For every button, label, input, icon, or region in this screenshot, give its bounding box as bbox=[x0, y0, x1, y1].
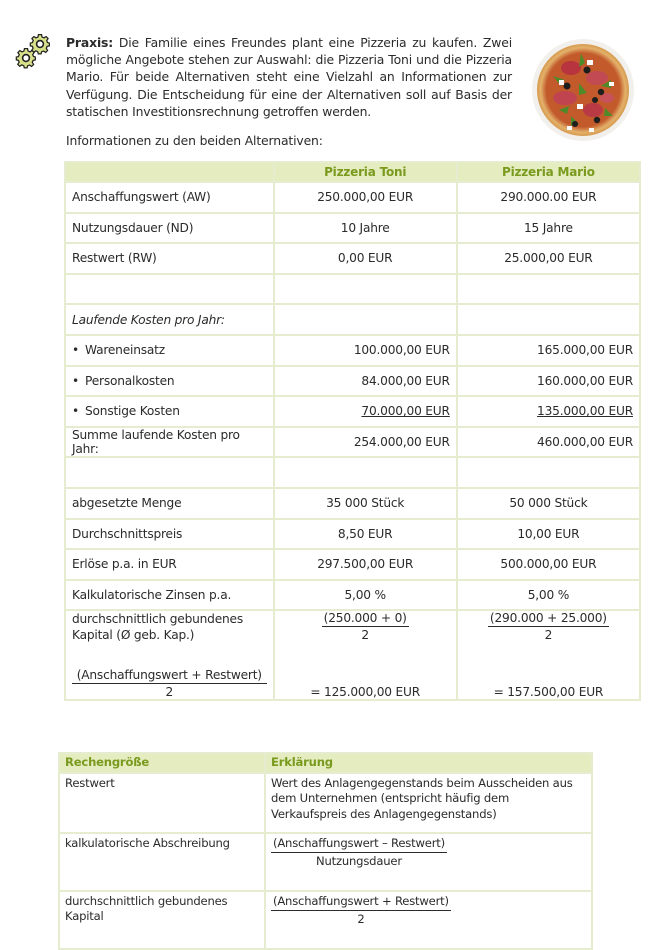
toni-value: 297.500,00 EUR bbox=[274, 549, 457, 580]
bullet-item: • Personalkosten bbox=[72, 374, 174, 388]
formula-numerator: (Anschaffungswert – Restwert) bbox=[271, 836, 447, 854]
table-row bbox=[65, 396, 640, 427]
mario-value: 10,00 EUR bbox=[457, 519, 640, 550]
header-pizzeria-mario: Pizzeria Mario bbox=[457, 162, 640, 182]
mario-result: = 157.500,00 EUR bbox=[493, 685, 604, 700]
kapital-formula bbox=[271, 894, 451, 928]
toni-value: 100.000,00 EUR bbox=[274, 335, 457, 366]
empty-cell bbox=[274, 274, 457, 305]
mario-formula bbox=[488, 611, 609, 642]
toni-value: 35 000 Stück bbox=[274, 488, 457, 519]
mario-value: 25.000,00 EUR bbox=[457, 243, 640, 274]
empty-cell bbox=[457, 304, 640, 335]
table-row bbox=[65, 549, 640, 580]
mario-value: 500.000,00 EUR bbox=[457, 549, 640, 580]
table-row bbox=[65, 427, 640, 458]
table-row bbox=[59, 833, 592, 891]
table-row-formula bbox=[65, 610, 640, 700]
empty-cell bbox=[457, 457, 640, 488]
toni-value: 250.000,00 EUR bbox=[274, 182, 457, 213]
empty-cell bbox=[65, 457, 274, 488]
explanation-cell: Wert des Anlagengegenstands beim Ausscheiden aus dem Unternehmen (entspricht häufig dem Verkaufspreis des Anlagengegenstands) bbox=[265, 773, 592, 833]
underlined-value: 135.000,00 EUR bbox=[537, 404, 633, 419]
table-row bbox=[65, 580, 640, 611]
table-row bbox=[65, 243, 640, 274]
table-row bbox=[59, 773, 592, 833]
bullet-item: • Wareneinsatz bbox=[72, 343, 165, 357]
toni-value: 10 Jahre bbox=[274, 213, 457, 244]
row-label: abgesetzte Menge bbox=[65, 488, 274, 519]
table-row bbox=[65, 182, 640, 213]
pizza-image bbox=[531, 38, 635, 142]
formula-denominator: 2 bbox=[357, 912, 365, 927]
intro-text: Die Familie eines Freundes plant eine Pizzeria zu kaufen. Zwei mögliche Angebote stehen zur Auswahl: die Pizzeria Toni und die Pizzeria Mario. Für beide Alternativen steht eine Vielzahl an Informationen zur Verfügung. Die Entscheidung für eine der Alternativen soll auf Basis der statischen Investitionsrechnung getroffen werden. bbox=[66, 35, 512, 119]
table-row bbox=[65, 488, 640, 519]
intro-paragraph bbox=[66, 34, 512, 120]
explanation-cell bbox=[265, 891, 592, 949]
table-header-row bbox=[59, 753, 592, 773]
row-label: Summe laufende Kosten pro Jahr: bbox=[65, 427, 274, 458]
row-label bbox=[65, 610, 274, 700]
toni-value: 84.000,00 EUR bbox=[274, 366, 457, 397]
formula-denominator: 2 bbox=[544, 628, 553, 643]
explanation-cell bbox=[265, 833, 592, 891]
table-row bbox=[65, 366, 640, 397]
row-label bbox=[65, 335, 274, 366]
mario-value: 15 Jahre bbox=[457, 213, 640, 244]
term-cell: Restwert bbox=[59, 773, 265, 833]
toni-value: 8,50 EUR bbox=[274, 519, 457, 550]
toni-formula bbox=[322, 611, 409, 642]
toni-value bbox=[274, 396, 457, 427]
toni-value: 254.000,00 EUR bbox=[274, 427, 457, 458]
comparison-table bbox=[64, 161, 641, 701]
mario-value: 290.000.00 EUR bbox=[457, 182, 640, 213]
header-erklaerung: Erklärung bbox=[265, 753, 592, 773]
empty-cell bbox=[457, 274, 640, 305]
table-row bbox=[65, 519, 640, 550]
table-row-empty bbox=[65, 457, 640, 488]
formula-denominator: 2 bbox=[361, 628, 369, 643]
row-label: Kalkulatorische Zinsen p.a. bbox=[65, 580, 274, 611]
mario-value: 160.000,00 EUR bbox=[457, 366, 640, 397]
mario-value: 165.000,00 EUR bbox=[457, 335, 640, 366]
mario-value: 50 000 Stück bbox=[457, 488, 640, 519]
row-label bbox=[65, 396, 274, 427]
header-empty bbox=[65, 162, 274, 182]
bullet-item: • Sonstige Kosten bbox=[72, 404, 180, 418]
empty-cell bbox=[65, 274, 274, 305]
formula-numerator: (Anschaffungswert + Restwert) bbox=[271, 894, 451, 912]
row-label: Restwert (RW) bbox=[65, 243, 274, 274]
mario-value bbox=[457, 610, 640, 700]
mario-value: 460.000,00 EUR bbox=[457, 427, 640, 458]
row-label: Durchschnittspreis bbox=[65, 519, 274, 550]
toni-value bbox=[274, 610, 457, 700]
mario-value: 5,00 % bbox=[457, 580, 640, 611]
empty-cell bbox=[274, 457, 457, 488]
table-row bbox=[65, 335, 640, 366]
row-label: Erlöse p.a. in EUR bbox=[65, 549, 274, 580]
toni-value: 5,00 % bbox=[274, 580, 457, 611]
row-label: Nutzungsdauer (ND) bbox=[65, 213, 274, 244]
formula-numerator: (250.000 + 0) bbox=[323, 611, 407, 626]
info-label: Informationen zu den beiden Alternativen: bbox=[66, 133, 323, 148]
table-row-empty bbox=[65, 274, 640, 305]
empty-cell bbox=[274, 304, 457, 335]
section-label: Laufende Kosten pro Jahr: bbox=[65, 304, 274, 335]
intro-lead: Praxis: bbox=[66, 35, 114, 50]
header-pizzeria-toni: Pizzeria Toni bbox=[274, 162, 457, 182]
kapital-label: durchschnittlich gebundenes Kapital (Ø geb. Kap.) bbox=[72, 612, 243, 643]
gears-icon bbox=[14, 31, 54, 71]
formula-denominator: 2 bbox=[165, 685, 174, 700]
formula-denominator: Nutzungsdauer bbox=[316, 854, 402, 869]
underlined-value: 70.000,00 EUR bbox=[361, 404, 450, 419]
row-label bbox=[65, 366, 274, 397]
table-row bbox=[65, 304, 640, 335]
row-label: Anschaffungswert (AW) bbox=[65, 182, 274, 213]
table-row bbox=[65, 213, 640, 244]
toni-value: 0,00 EUR bbox=[274, 243, 457, 274]
toni-result: = 125.000,00 EUR bbox=[310, 685, 420, 700]
term-cell: durchschnittlich gebundenes Kapital bbox=[59, 891, 265, 949]
formula-numerator: (290.000 + 25.000) bbox=[489, 611, 607, 626]
header-rechengroesse: Rechengröße bbox=[59, 753, 265, 773]
mario-value bbox=[457, 396, 640, 427]
abschreibung-formula bbox=[271, 836, 447, 870]
table-row bbox=[59, 891, 592, 949]
kapital-formula bbox=[72, 668, 267, 699]
term-cell: kalkulatorische Abschreibung bbox=[59, 833, 265, 891]
table-header-row bbox=[65, 162, 640, 182]
definitions-table bbox=[58, 752, 593, 950]
formula-numerator: (Anschaffungswert + Restwert) bbox=[72, 668, 267, 684]
